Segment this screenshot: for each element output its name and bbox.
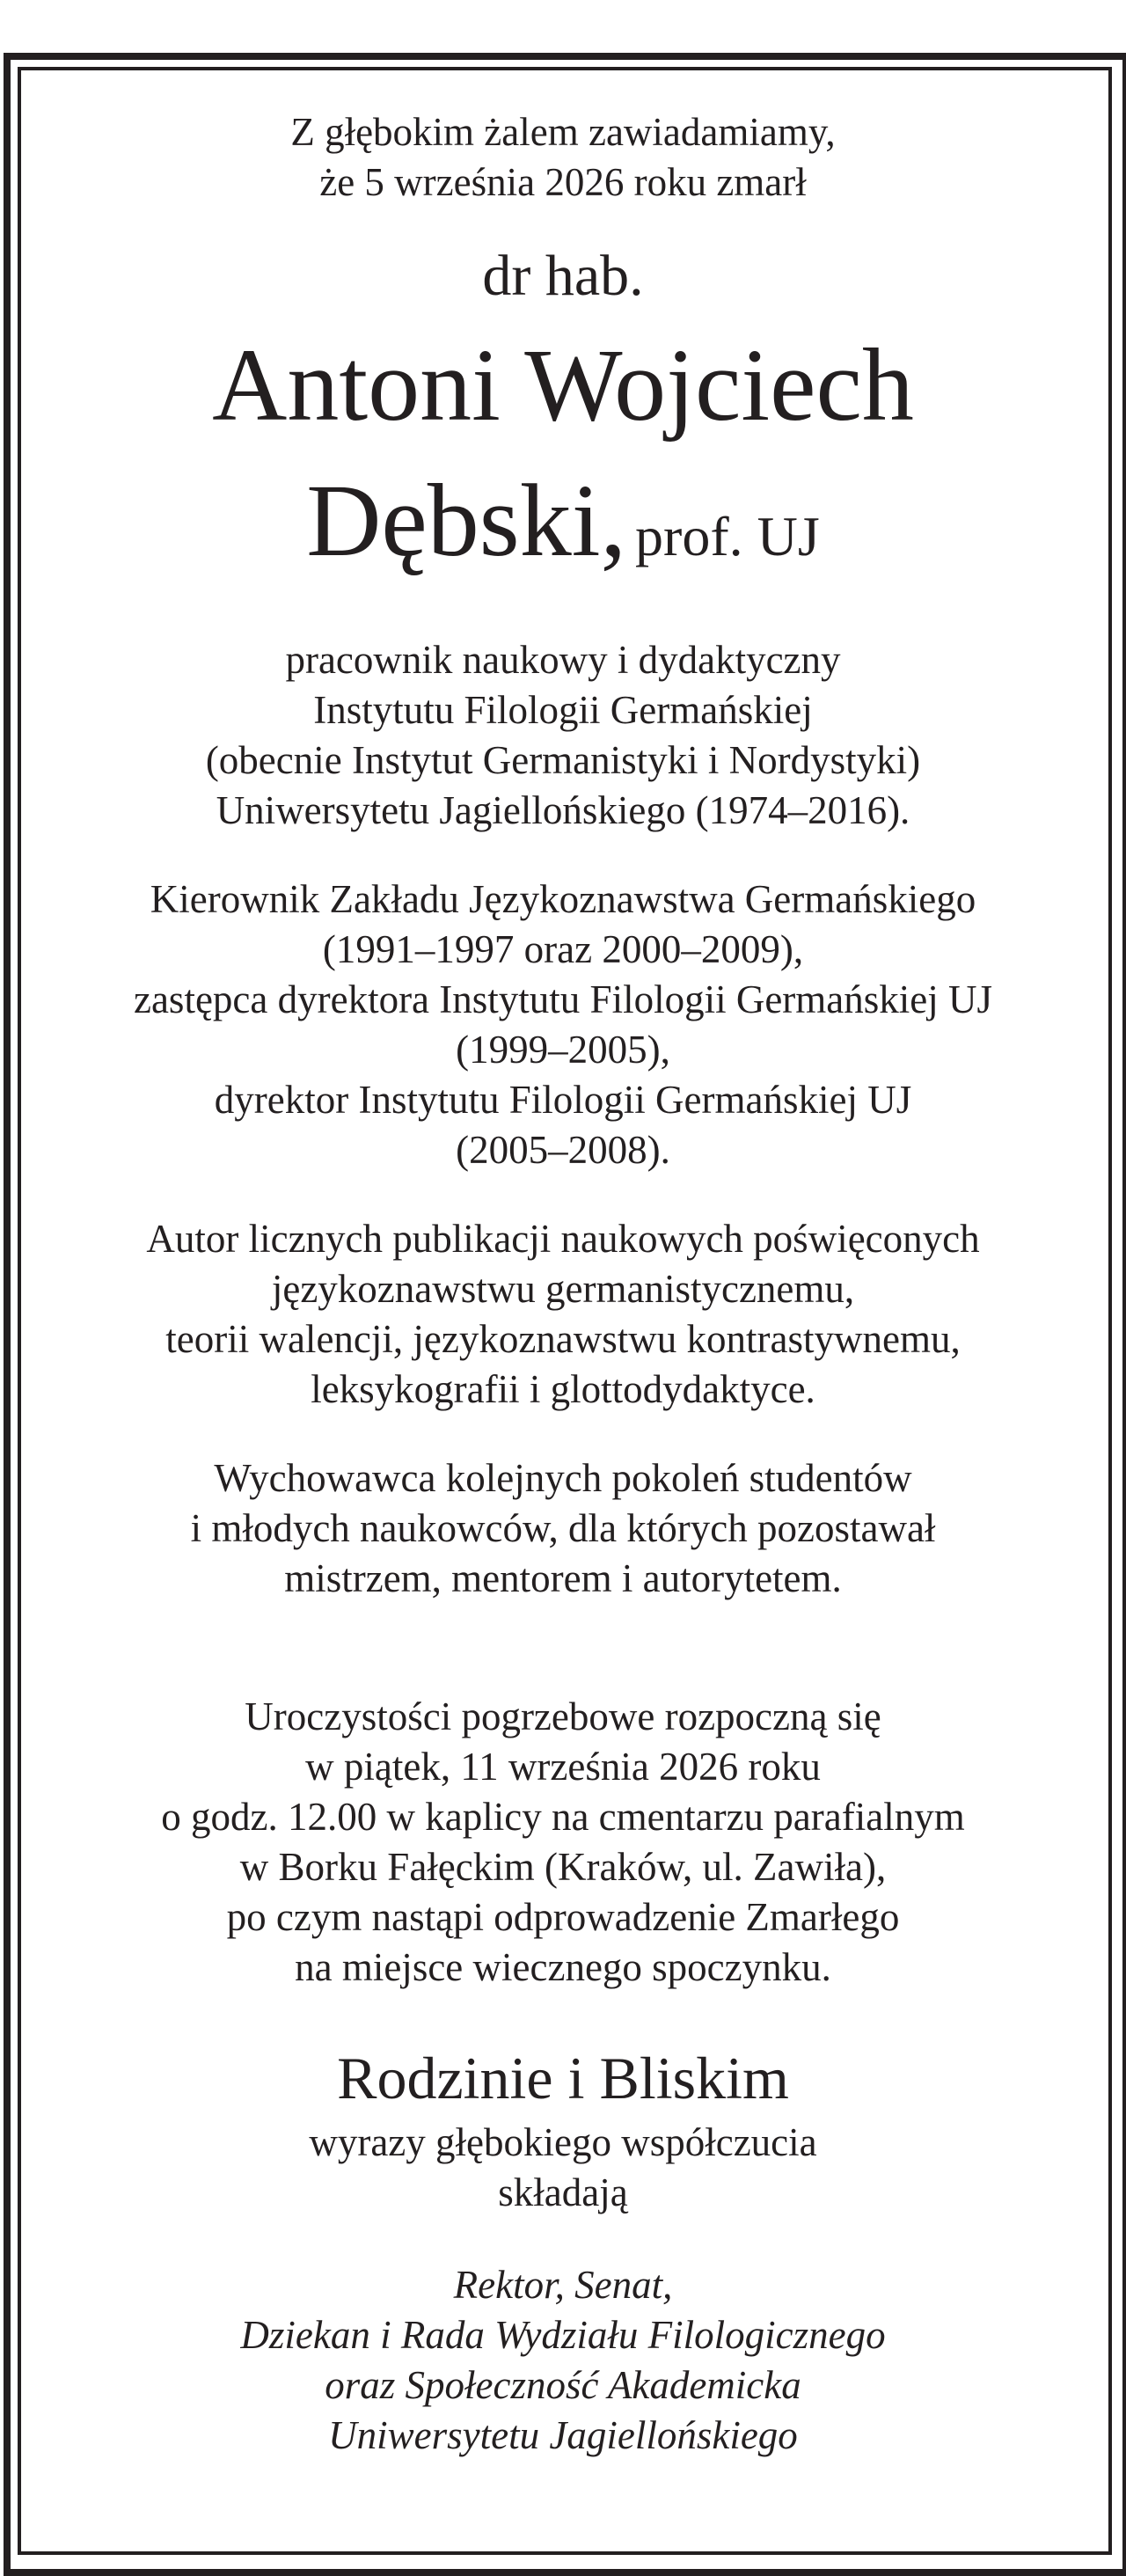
funeral-line: w Borku Fałęckim (Kraków, ul. Zawiła), xyxy=(239,1845,887,1889)
intro-line: że 5 września 2026 roku zmarł xyxy=(319,160,807,204)
funeral-line: o godz. 12.00 w kaplicy na cmentarzu parafialnym xyxy=(161,1795,965,1839)
signatory-line: Dziekan i Rada Wydziału Filologicznego xyxy=(240,2313,886,2357)
funeral-line: po czym nastąpi odprowadzenie Zmarłego xyxy=(226,1895,900,1939)
bio-line: pracownik naukowy i dydaktyczny xyxy=(285,638,841,682)
bio-line: zastępca dyrektora Instytutu Filologii Germańskiej UJ xyxy=(133,977,993,1021)
bio-line: językoznawstwu germanistycznemu, xyxy=(271,1267,855,1311)
bio-line: Wychowawca kolejnych pokoleń studentów xyxy=(214,1456,912,1500)
funeral-line: Uroczystości pogrzebowe rozpoczną się xyxy=(245,1694,881,1738)
bio-line: (obecnie Instytut Germanistyki i Nordystyki) xyxy=(205,738,921,782)
bio-line: teorii walencji, językoznawstwu kontrastywnemu, xyxy=(165,1317,961,1361)
condolences-heading: Rodzinie i Bliskim xyxy=(337,2045,789,2111)
signatory-line: Uniwersytetu Jagiellońskiego xyxy=(328,2413,798,2457)
bio-paragraph-publications xyxy=(21,1214,1105,1415)
bio-paragraph-mentor xyxy=(21,1453,1105,1604)
condolences-line: składają xyxy=(498,2170,628,2214)
obituary-notice xyxy=(21,70,1105,2461)
signatories xyxy=(21,2260,1105,2461)
deceased-suffix: prof. UJ xyxy=(635,505,820,567)
bio-line: Kierownik Zakładu Językoznawstwa Germańskiego xyxy=(150,877,976,921)
bio-line: (1991–1997 oraz 2000–2009), xyxy=(322,927,804,971)
deceased-name-line1: Antoni Wojciech xyxy=(212,327,914,443)
bio-line: mistrzem, mentorem i autorytetem. xyxy=(284,1556,842,1600)
funeral-info xyxy=(21,1692,1105,1993)
intro-line: Z głębokim żalem zawiadamiamy, xyxy=(290,110,836,154)
bio-line: leksykografii i glottodydaktyce. xyxy=(311,1367,815,1411)
bio-line: i młodych naukowców, dla których pozostawał xyxy=(190,1506,936,1550)
signatory-line: Rektor, Senat, xyxy=(453,2263,673,2307)
bio-line: Uniwersytetu Jagiellońskiego (1974–2016). xyxy=(216,788,910,832)
deceased-surname: Dębski, xyxy=(306,463,627,578)
condolences xyxy=(21,2038,1105,2218)
bio-paragraph-positions xyxy=(21,875,1105,1175)
bio-paragraph-employment xyxy=(21,635,1105,836)
funeral-line: w piątek, 11 września 2026 roku xyxy=(305,1745,821,1789)
academic-title: dr hab. xyxy=(482,244,644,308)
bio-line: (1999–2005), xyxy=(456,1028,670,1072)
signatory-line: oraz Społeczność Akademicka xyxy=(325,2363,801,2407)
condolences-line: wyrazy głębokiego współczucia xyxy=(309,2120,817,2164)
bio-line: Autor licznych publikacji naukowych poświęconych xyxy=(146,1217,980,1261)
bio-line: dyrektor Instytutu Filologii Germańskiej UJ xyxy=(214,1078,912,1122)
funeral-line: na miejsce wiecznego spoczynku. xyxy=(295,1945,831,1989)
bio-line: Instytutu Filologii Germańskiej xyxy=(313,688,813,732)
deceased-name-line2 xyxy=(21,459,1105,598)
bio-line: (2005–2008). xyxy=(456,1128,670,1172)
announcement-intro xyxy=(21,107,1105,208)
